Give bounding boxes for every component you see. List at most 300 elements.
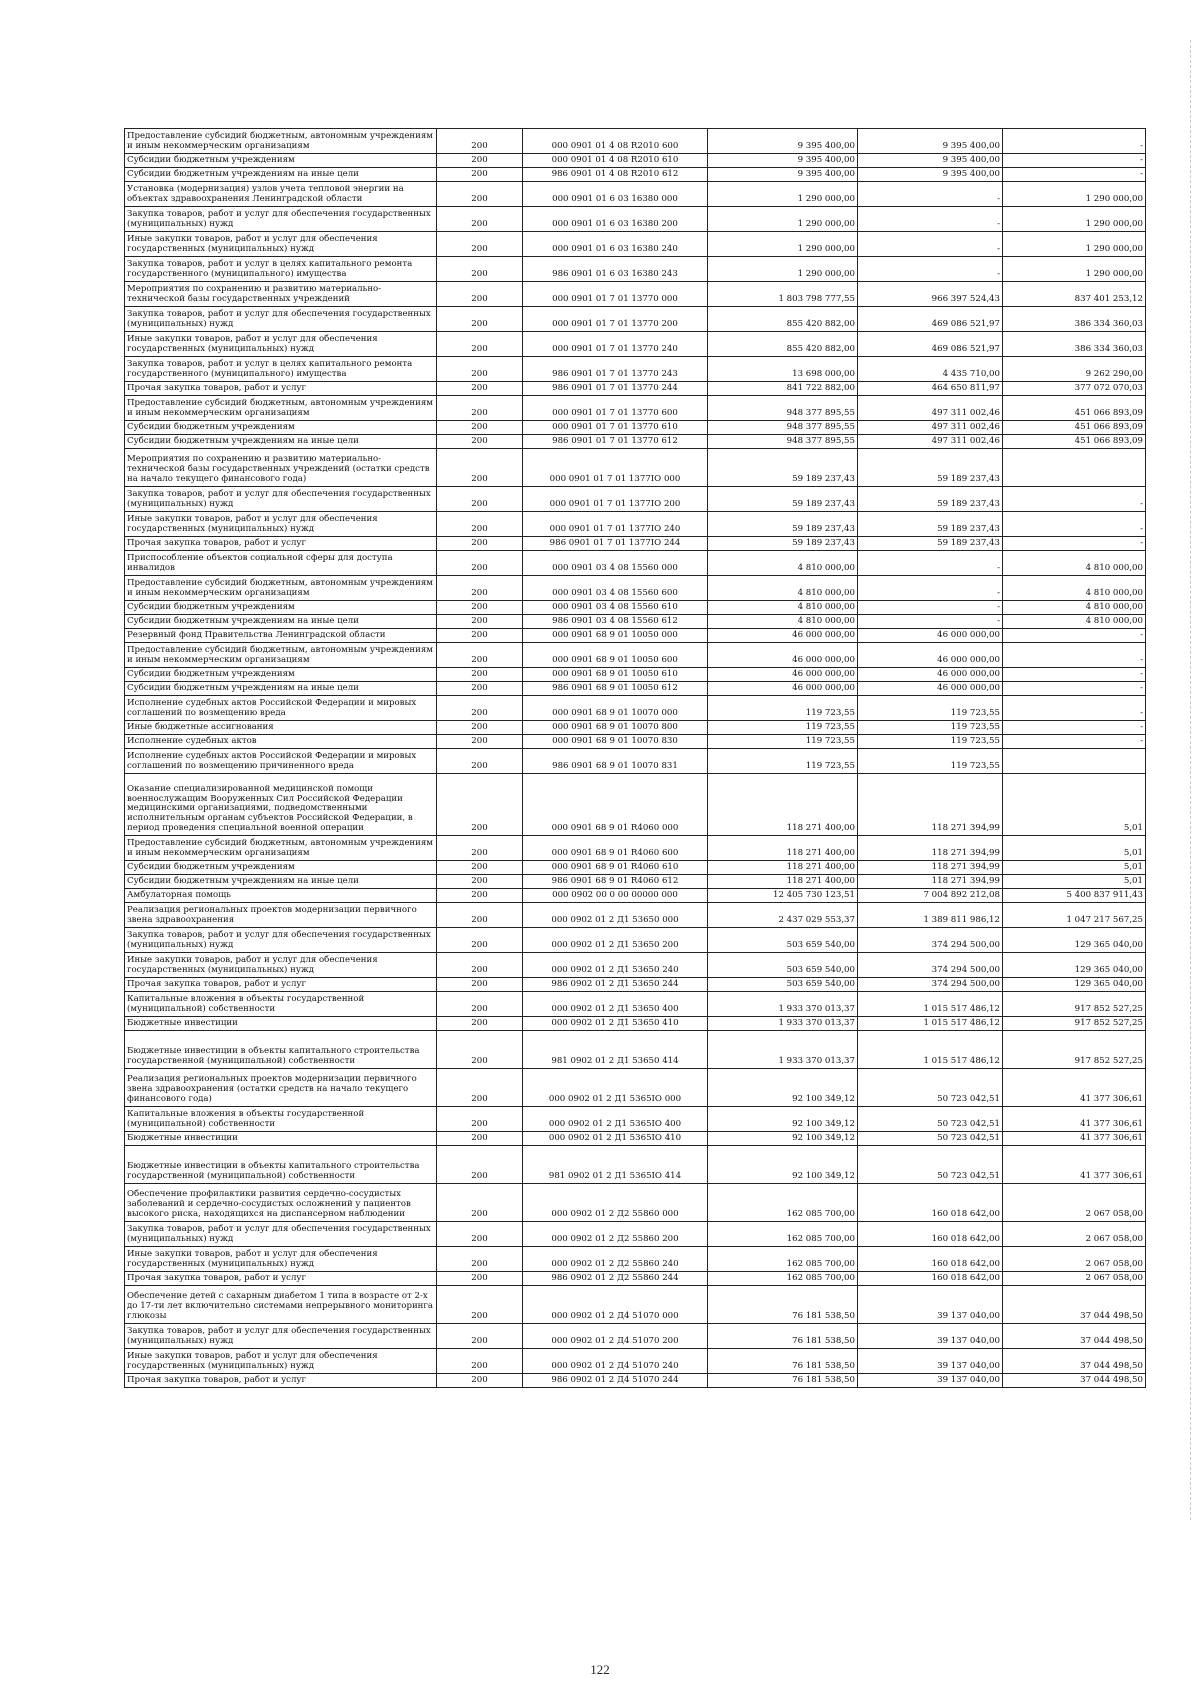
cell-approved-amount: 503 659 540,00 — [708, 928, 858, 953]
cell-executed-amount: 50 723 042,51 — [858, 1146, 1003, 1184]
cell-unexecuted-amount: 1 047 217 567,25 — [1003, 903, 1146, 928]
cell-approved-amount: 119 723,55 — [708, 721, 858, 735]
cell-line-code: 200 — [437, 232, 523, 257]
table-row — [125, 1031, 1146, 1069]
cell-classification-code: 000 0901 01 7 01 1377IO 000 — [523, 449, 708, 487]
cell-approved-amount: 76 181 538,50 — [708, 1349, 858, 1374]
cell-name: Установка (модернизация) узлов учета тепловой энергии на объектах здравоохранения Ленинградской области — [125, 182, 437, 207]
cell-executed-amount: 118 271 394,99 — [858, 836, 1003, 861]
cell-unexecuted-amount: 5,01 — [1003, 861, 1146, 875]
cell-approved-amount: 503 659 540,00 — [708, 978, 858, 992]
cell-line-code: 200 — [437, 1146, 523, 1184]
cell-name: Исполнение судебных актов — [125, 735, 437, 749]
cell-name: Мероприятия по сохранению и развитию материально-технической базы государственных учреждений — [125, 282, 437, 307]
cell-executed-amount: 119 723,55 — [858, 735, 1003, 749]
cell-executed-amount: 7 004 892 212,08 — [858, 889, 1003, 903]
cell-line-code: 200 — [437, 421, 523, 435]
cell-approved-amount: 4 810 000,00 — [708, 576, 858, 601]
cell-executed-amount: 1 015 517 486,12 — [858, 1017, 1003, 1031]
cell-executed-amount: 1 015 517 486,12 — [858, 1031, 1003, 1069]
cell-classification-code: 000 0902 01 2 Д4 51070 000 — [523, 1286, 708, 1324]
cell-name: Иные закупки товаров, работ и услуг для обеспечения государственных (муниципальных) нужд — [125, 953, 437, 978]
cell-line-code: 200 — [437, 629, 523, 643]
cell-executed-amount: - — [858, 551, 1003, 576]
cell-executed-amount: 1 015 517 486,12 — [858, 992, 1003, 1017]
cell-line-code: 200 — [437, 154, 523, 168]
cell-name: Предоставление субсидий бюджетным, автономным учреждениям и иным некоммерческим организациям — [125, 396, 437, 421]
table-row — [125, 978, 1146, 992]
cell-classification-code: 000 0901 01 6 03 16380 240 — [523, 232, 708, 257]
cell-line-code: 200 — [437, 1349, 523, 1374]
cell-classification-code: 000 0902 01 2 Д1 53650 410 — [523, 1017, 708, 1031]
cell-approved-amount: 1 933 370 013,37 — [708, 1031, 858, 1069]
cell-classification-code: 000 0901 68 9 01 R4060 000 — [523, 774, 708, 836]
cell-unexecuted-amount: - — [1003, 696, 1146, 721]
cell-name: Прочая закупка товаров, работ и услуг — [125, 1272, 437, 1286]
cell-line-code: 200 — [437, 168, 523, 182]
cell-unexecuted-amount: 5 400 837 911,43 — [1003, 889, 1146, 903]
cell-executed-amount: 966 397 524,43 — [858, 282, 1003, 307]
cell-executed-amount: 46 000 000,00 — [858, 643, 1003, 668]
cell-approved-amount: 118 271 400,00 — [708, 861, 858, 875]
cell-classification-code: 986 0901 01 7 01 13770 243 — [523, 357, 708, 382]
cell-classification-code: 000 0901 68 9 01 R4060 610 — [523, 861, 708, 875]
cell-executed-amount: 1 389 811 986,12 — [858, 903, 1003, 928]
cell-line-code: 200 — [437, 992, 523, 1017]
cell-approved-amount: 948 377 895,55 — [708, 421, 858, 435]
cell-executed-amount: 39 137 040,00 — [858, 1374, 1003, 1388]
cell-unexecuted-amount: 386 334 360,03 — [1003, 332, 1146, 357]
cell-classification-code: 000 0902 01 2 Д1 53650 200 — [523, 928, 708, 953]
cell-name: Субсидии бюджетным учреждениям на иные цели — [125, 875, 437, 889]
cell-line-code: 200 — [437, 396, 523, 421]
table-row — [125, 668, 1146, 682]
cell-classification-code: 986 0901 01 7 01 1377IO 244 — [523, 537, 708, 551]
table-row — [125, 282, 1146, 307]
cell-line-code: 200 — [437, 576, 523, 601]
cell-unexecuted-amount: 37 044 498,50 — [1003, 1349, 1146, 1374]
table-row — [125, 953, 1146, 978]
table-row — [125, 1222, 1146, 1247]
cell-approved-amount: 12 405 730 123,51 — [708, 889, 858, 903]
cell-approved-amount: 4 810 000,00 — [708, 601, 858, 615]
table-row — [125, 696, 1146, 721]
cell-name: Субсидии бюджетным учреждениям — [125, 421, 437, 435]
cell-unexecuted-amount: 9 262 290,00 — [1003, 357, 1146, 382]
cell-unexecuted-amount: 2 067 058,00 — [1003, 1184, 1146, 1222]
cell-name: Закупка товаров, работ и услуг для обеспечения государственных (муниципальных) нужд — [125, 207, 437, 232]
cell-approved-amount: 855 420 882,00 — [708, 332, 858, 357]
cell-executed-amount: 50 723 042,51 — [858, 1132, 1003, 1146]
table-row — [125, 1286, 1146, 1324]
cell-unexecuted-amount: 129 365 040,00 — [1003, 953, 1146, 978]
cell-executed-amount: 119 723,55 — [858, 749, 1003, 774]
table-row — [125, 168, 1146, 182]
table-row — [125, 1107, 1146, 1132]
cell-executed-amount: 464 650 811,97 — [858, 382, 1003, 396]
cell-line-code: 200 — [437, 1222, 523, 1247]
cell-line-code: 200 — [437, 207, 523, 232]
table-row — [125, 154, 1146, 168]
cell-line-code: 200 — [437, 1132, 523, 1146]
cell-unexecuted-amount: - — [1003, 512, 1146, 537]
table-row — [125, 257, 1146, 282]
cell-executed-amount: 119 723,55 — [858, 696, 1003, 721]
cell-unexecuted-amount — [1003, 749, 1146, 774]
cell-line-code: 200 — [437, 696, 523, 721]
cell-classification-code: 000 0901 03 4 08 15560 600 — [523, 576, 708, 601]
cell-name: Предоставление субсидий бюджетным, автономным учреждениям и иным некоммерческим организациям — [125, 643, 437, 668]
cell-executed-amount: 118 271 394,99 — [858, 774, 1003, 836]
cell-classification-code: 000 0901 01 7 01 13770 610 — [523, 421, 708, 435]
cell-classification-code: 000 0901 03 4 08 15560 000 — [523, 551, 708, 576]
cell-unexecuted-amount: 129 365 040,00 — [1003, 978, 1146, 992]
cell-approved-amount: 119 723,55 — [708, 749, 858, 774]
cell-unexecuted-amount: 37 044 498,50 — [1003, 1286, 1146, 1324]
cell-line-code: 200 — [437, 601, 523, 615]
cell-classification-code: 986 0901 01 7 01 13770 244 — [523, 382, 708, 396]
cell-classification-code: 000 0901 68 9 01 10050 600 — [523, 643, 708, 668]
cell-name: Закупка товаров, работ и услуг для обеспечения государственных (муниципальных) нужд — [125, 928, 437, 953]
cell-executed-amount: 497 311 002,46 — [858, 435, 1003, 449]
cell-executed-amount: 9 395 400,00 — [858, 168, 1003, 182]
table-row — [125, 307, 1146, 332]
cell-classification-code: 986 0901 68 9 01 R4060 612 — [523, 875, 708, 889]
cell-approved-amount: 46 000 000,00 — [708, 668, 858, 682]
cell-unexecuted-amount: 2 067 058,00 — [1003, 1272, 1146, 1286]
scan-edge-line — [1190, 40, 1191, 1520]
cell-classification-code: 000 0901 01 7 01 13770 200 — [523, 307, 708, 332]
cell-classification-code: 000 0902 01 2 Д2 55860 240 — [523, 1247, 708, 1272]
cell-executed-amount: 160 018 642,00 — [858, 1247, 1003, 1272]
cell-classification-code: 000 0901 68 9 01 10050 000 — [523, 629, 708, 643]
cell-name: Закупка товаров, работ и услуг для обеспечения государственных (муниципальных) нужд — [125, 1324, 437, 1349]
cell-approved-amount: 948 377 895,55 — [708, 396, 858, 421]
cell-name: Бюджетные инвестиции в объекты капитального строительства государственной (муниципальной) собственности — [125, 1146, 437, 1184]
cell-classification-code: 000 0901 01 4 08 R2010 610 — [523, 154, 708, 168]
cell-line-code: 200 — [437, 735, 523, 749]
cell-unexecuted-amount: 41 377 306,61 — [1003, 1069, 1146, 1107]
cell-approved-amount: 855 420 882,00 — [708, 307, 858, 332]
cell-line-code: 200 — [437, 357, 523, 382]
cell-name: Реализация региональных проектов модернизации первичного звена здравоохранения — [125, 903, 437, 928]
table-row — [125, 861, 1146, 875]
table-row — [125, 1272, 1146, 1286]
cell-unexecuted-amount: 37 044 498,50 — [1003, 1374, 1146, 1388]
cell-unexecuted-amount: 386 334 360,03 — [1003, 307, 1146, 332]
cell-unexecuted-amount: 4 810 000,00 — [1003, 551, 1146, 576]
cell-unexecuted-amount: 1 290 000,00 — [1003, 207, 1146, 232]
cell-line-code: 200 — [437, 836, 523, 861]
table-row — [125, 1184, 1146, 1222]
table-row — [125, 576, 1146, 601]
cell-unexecuted-amount: 917 852 527,25 — [1003, 1017, 1146, 1031]
cell-name: Мероприятия по сохранению и развитию материально-технической базы государственных учреждений (остатки средств на начало текущего финансового года) — [125, 449, 437, 487]
cell-unexecuted-amount: 4 810 000,00 — [1003, 576, 1146, 601]
cell-classification-code: 000 0901 03 4 08 15560 610 — [523, 601, 708, 615]
cell-approved-amount: 118 271 400,00 — [708, 875, 858, 889]
cell-line-code: 200 — [437, 875, 523, 889]
cell-line-code: 200 — [437, 537, 523, 551]
cell-classification-code: 000 0902 01 2 Д1 53650 000 — [523, 903, 708, 928]
cell-classification-code: 000 0902 01 2 Д2 55860 000 — [523, 1184, 708, 1222]
cell-name: Субсидии бюджетным учреждениям — [125, 668, 437, 682]
cell-unexecuted-amount: - — [1003, 129, 1146, 154]
table-row — [125, 1017, 1146, 1031]
cell-classification-code: 986 0902 01 2 Д2 55860 244 — [523, 1272, 708, 1286]
cell-name: Бюджетные инвестиции — [125, 1132, 437, 1146]
cell-classification-code: 981 0902 01 2 Д1 53650 414 — [523, 1031, 708, 1069]
table-body — [125, 129, 1146, 1388]
cell-unexecuted-amount: 2 067 058,00 — [1003, 1247, 1146, 1272]
cell-executed-amount: 46 000 000,00 — [858, 629, 1003, 643]
cell-classification-code: 000 0902 01 2 Д4 51070 200 — [523, 1324, 708, 1349]
cell-classification-code: 986 0902 01 2 Д4 51070 244 — [523, 1374, 708, 1388]
cell-approved-amount: 46 000 000,00 — [708, 629, 858, 643]
cell-executed-amount: 469 086 521,97 — [858, 332, 1003, 357]
cell-classification-code: 986 0901 68 9 01 10070 831 — [523, 749, 708, 774]
cell-approved-amount: 9 395 400,00 — [708, 168, 858, 182]
table-row — [125, 875, 1146, 889]
cell-name: Прочая закупка товаров, работ и услуг — [125, 382, 437, 396]
cell-approved-amount: 118 271 400,00 — [708, 836, 858, 861]
cell-classification-code: 986 0901 01 7 01 13770 612 — [523, 435, 708, 449]
cell-approved-amount: 76 181 538,50 — [708, 1324, 858, 1349]
cell-classification-code: 986 0901 03 4 08 15560 612 — [523, 615, 708, 629]
cell-classification-code: 986 0901 68 9 01 10050 612 — [523, 682, 708, 696]
table-row — [125, 487, 1146, 512]
table-row — [125, 207, 1146, 232]
cell-executed-amount: 46 000 000,00 — [858, 682, 1003, 696]
cell-executed-amount: 59 189 237,43 — [858, 449, 1003, 487]
cell-classification-code: 000 0901 01 7 01 1377IO 240 — [523, 512, 708, 537]
table-row — [125, 1324, 1146, 1349]
cell-name: Капитальные вложения в объекты государственной (муниципальной) собственности — [125, 992, 437, 1017]
cell-line-code: 200 — [437, 282, 523, 307]
table-row — [125, 1374, 1146, 1388]
cell-executed-amount: 9 395 400,00 — [858, 154, 1003, 168]
cell-approved-amount: 841 722 882,00 — [708, 382, 858, 396]
cell-classification-code: 986 0902 01 2 Д1 53650 244 — [523, 978, 708, 992]
cell-unexecuted-amount: 2 067 058,00 — [1003, 1222, 1146, 1247]
table-row — [125, 1146, 1146, 1184]
cell-name: Иные закупки товаров, работ и услуг для обеспечения государственных (муниципальных) нужд — [125, 1349, 437, 1374]
cell-approved-amount: 948 377 895,55 — [708, 435, 858, 449]
cell-name: Закупка товаров, работ и услуг для обеспечения государственных (муниципальных) нужд — [125, 1222, 437, 1247]
cell-name: Закупка товаров, работ и услуг для обеспечения государственных (муниципальных) нужд — [125, 307, 437, 332]
cell-name: Иные закупки товаров, работ и услуг для обеспечения государственных (муниципальных) нужд — [125, 332, 437, 357]
cell-line-code: 200 — [437, 1324, 523, 1349]
cell-unexecuted-amount: 5,01 — [1003, 875, 1146, 889]
table-row — [125, 435, 1146, 449]
cell-approved-amount: 1 290 000,00 — [708, 257, 858, 282]
cell-executed-amount: 374 294 500,00 — [858, 928, 1003, 953]
cell-unexecuted-amount: - — [1003, 537, 1146, 551]
cell-executed-amount: 160 018 642,00 — [858, 1222, 1003, 1247]
cell-executed-amount: 9 395 400,00 — [858, 129, 1003, 154]
cell-classification-code: 000 0901 01 7 01 1377IO 200 — [523, 487, 708, 512]
cell-approved-amount: 46 000 000,00 — [708, 682, 858, 696]
cell-approved-amount: 119 723,55 — [708, 735, 858, 749]
cell-unexecuted-amount: - — [1003, 735, 1146, 749]
cell-approved-amount: 162 085 700,00 — [708, 1222, 858, 1247]
cell-unexecuted-amount — [1003, 449, 1146, 487]
cell-name: Амбулаторная помощь — [125, 889, 437, 903]
cell-classification-code: 000 0901 68 9 01 10070 830 — [523, 735, 708, 749]
cell-unexecuted-amount: 5,01 — [1003, 774, 1146, 836]
cell-classification-code: 000 0901 68 9 01 10050 610 — [523, 668, 708, 682]
cell-line-code: 200 — [437, 487, 523, 512]
cell-name: Прочая закупка товаров, работ и услуг — [125, 978, 437, 992]
cell-line-code: 200 — [437, 889, 523, 903]
table-row — [125, 615, 1146, 629]
cell-line-code: 200 — [437, 615, 523, 629]
table-row — [125, 1247, 1146, 1272]
cell-line-code: 200 — [437, 928, 523, 953]
cell-executed-amount: 374 294 500,00 — [858, 978, 1003, 992]
cell-line-code: 200 — [437, 307, 523, 332]
cell-approved-amount: 1 290 000,00 — [708, 182, 858, 207]
cell-name: Приспособление объектов социальной сферы для доступа инвалидов — [125, 551, 437, 576]
cell-approved-amount: 4 810 000,00 — [708, 551, 858, 576]
cell-name: Субсидии бюджетным учреждениям на иные цели — [125, 615, 437, 629]
cell-approved-amount: 92 100 349,12 — [708, 1146, 858, 1184]
cell-unexecuted-amount: 5,01 — [1003, 836, 1146, 861]
cell-line-code: 200 — [437, 551, 523, 576]
budget-execution-table — [124, 128, 1146, 1388]
cell-executed-amount: - — [858, 207, 1003, 232]
table-row — [125, 421, 1146, 435]
cell-unexecuted-amount: 451 066 893,09 — [1003, 421, 1146, 435]
cell-line-code: 200 — [437, 903, 523, 928]
cell-classification-code: 000 0902 01 2 Д1 53650 240 — [523, 953, 708, 978]
cell-executed-amount: 160 018 642,00 — [858, 1272, 1003, 1286]
cell-name: Реализация региональных проектов модернизации первичного звена здравоохранения (остатки средств на начало текущего финансового года) — [125, 1069, 437, 1107]
cell-unexecuted-amount: 451 066 893,09 — [1003, 435, 1146, 449]
cell-name: Субсидии бюджетным учреждениям на иные цели — [125, 168, 437, 182]
cell-line-code: 200 — [437, 449, 523, 487]
cell-line-code: 200 — [437, 332, 523, 357]
cell-unexecuted-amount: 37 044 498,50 — [1003, 1324, 1146, 1349]
cell-classification-code: 000 0902 01 2 Д1 5365IO 000 — [523, 1069, 708, 1107]
cell-name: Резервный фонд Правительства Ленинградской области — [125, 629, 437, 643]
cell-name: Субсидии бюджетным учреждениям — [125, 154, 437, 168]
cell-approved-amount: 162 085 700,00 — [708, 1184, 858, 1222]
cell-line-code: 200 — [437, 257, 523, 282]
table-row — [125, 357, 1146, 382]
table-row — [125, 1069, 1146, 1107]
cell-name: Исполнение судебных актов Российской Федерации и мировых соглашений по возмещению причиненного вреда — [125, 749, 437, 774]
cell-approved-amount: 76 181 538,50 — [708, 1286, 858, 1324]
table-row — [125, 889, 1146, 903]
table-row — [125, 721, 1146, 735]
cell-unexecuted-amount: 917 852 527,25 — [1003, 1031, 1146, 1069]
cell-executed-amount: 39 137 040,00 — [858, 1349, 1003, 1374]
table-row — [125, 182, 1146, 207]
cell-executed-amount: - — [858, 182, 1003, 207]
cell-name: Прочая закупка товаров, работ и услуг — [125, 1374, 437, 1388]
cell-unexecuted-amount: 1 290 000,00 — [1003, 182, 1146, 207]
cell-executed-amount: 46 000 000,00 — [858, 668, 1003, 682]
cell-line-code: 200 — [437, 1286, 523, 1324]
cell-approved-amount: 2 437 029 553,37 — [708, 903, 858, 928]
cell-executed-amount: - — [858, 232, 1003, 257]
cell-executed-amount: - — [858, 576, 1003, 601]
cell-name: Иные закупки товаров, работ и услуг для обеспечения государственных (муниципальных) нужд — [125, 512, 437, 537]
cell-name: Бюджетные инвестиции в объекты капитального строительства государственной (муниципальной) собственности — [125, 1031, 437, 1069]
cell-line-code: 200 — [437, 435, 523, 449]
cell-unexecuted-amount: - — [1003, 721, 1146, 735]
cell-executed-amount: 39 137 040,00 — [858, 1324, 1003, 1349]
cell-line-code: 200 — [437, 1272, 523, 1286]
cell-unexecuted-amount: 837 401 253,12 — [1003, 282, 1146, 307]
cell-approved-amount: 92 100 349,12 — [708, 1069, 858, 1107]
cell-name: Субсидии бюджетным учреждениям — [125, 601, 437, 615]
table-row — [125, 129, 1146, 154]
table-row — [125, 232, 1146, 257]
cell-name: Капитальные вложения в объекты государственной (муниципальной) собственности — [125, 1107, 437, 1132]
cell-line-code: 200 — [437, 1107, 523, 1132]
cell-approved-amount: 9 395 400,00 — [708, 154, 858, 168]
cell-line-code: 200 — [437, 643, 523, 668]
cell-executed-amount: 469 086 521,97 — [858, 307, 1003, 332]
table-row — [125, 992, 1146, 1017]
cell-name: Обеспечение детей с сахарным диабетом 1 типа в возрасте от 2-х до 17-ти лет включительно системами непрерывного мониторинга глюкозы — [125, 1286, 437, 1324]
cell-approved-amount: 162 085 700,00 — [708, 1247, 858, 1272]
cell-name: Прочая закупка товаров, работ и услуг — [125, 537, 437, 551]
cell-unexecuted-amount: 129 365 040,00 — [1003, 928, 1146, 953]
cell-line-code: 200 — [437, 668, 523, 682]
table-row — [125, 601, 1146, 615]
cell-executed-amount: 160 018 642,00 — [858, 1184, 1003, 1222]
cell-unexecuted-amount: 41 377 306,61 — [1003, 1107, 1146, 1132]
cell-executed-amount: 118 271 394,99 — [858, 875, 1003, 889]
cell-classification-code: 000 0901 68 9 01 R4060 600 — [523, 836, 708, 861]
cell-classification-code: 000 0902 01 2 Д2 55860 200 — [523, 1222, 708, 1247]
cell-name: Исполнение судебных актов Российской Федерации и мировых соглашений по возмещению вреда — [125, 696, 437, 721]
cell-approved-amount: 13 698 000,00 — [708, 357, 858, 382]
cell-name: Закупка товаров, работ и услуг в целях капитального ремонта государственного (муниципального) имущества — [125, 357, 437, 382]
cell-approved-amount: 46 000 000,00 — [708, 643, 858, 668]
cell-approved-amount: 1 933 370 013,37 — [708, 992, 858, 1017]
table-row — [125, 928, 1146, 953]
cell-classification-code: 000 0901 01 7 01 13770 240 — [523, 332, 708, 357]
cell-classification-code: 000 0902 01 2 Д1 53650 400 — [523, 992, 708, 1017]
cell-line-code: 200 — [437, 182, 523, 207]
cell-line-code: 200 — [437, 382, 523, 396]
table-row — [125, 836, 1146, 861]
table-row — [125, 629, 1146, 643]
table-row — [125, 551, 1146, 576]
cell-executed-amount: - — [858, 615, 1003, 629]
cell-classification-code: 000 0901 01 6 03 16380 000 — [523, 182, 708, 207]
cell-approved-amount: 119 723,55 — [708, 696, 858, 721]
cell-unexecuted-amount: 377 072 070,03 — [1003, 382, 1146, 396]
cell-approved-amount: 1 933 370 013,37 — [708, 1017, 858, 1031]
cell-line-code: 200 — [437, 1017, 523, 1031]
cell-unexecuted-amount: 4 810 000,00 — [1003, 601, 1146, 615]
cell-unexecuted-amount: - — [1003, 643, 1146, 668]
cell-line-code: 200 — [437, 1031, 523, 1069]
cell-unexecuted-amount: 451 066 893,09 — [1003, 396, 1146, 421]
cell-unexecuted-amount: - — [1003, 629, 1146, 643]
cell-executed-amount: 118 271 394,99 — [858, 861, 1003, 875]
cell-name: Закупка товаров, работ и услуг для обеспечения государственных (муниципальных) нужд — [125, 487, 437, 512]
cell-approved-amount: 59 189 237,43 — [708, 537, 858, 551]
cell-approved-amount: 1 803 798 777,55 — [708, 282, 858, 307]
cell-approved-amount: 59 189 237,43 — [708, 512, 858, 537]
cell-name: Предоставление субсидий бюджетным, автономным учреждениям и иным некоммерческим организациям — [125, 129, 437, 154]
